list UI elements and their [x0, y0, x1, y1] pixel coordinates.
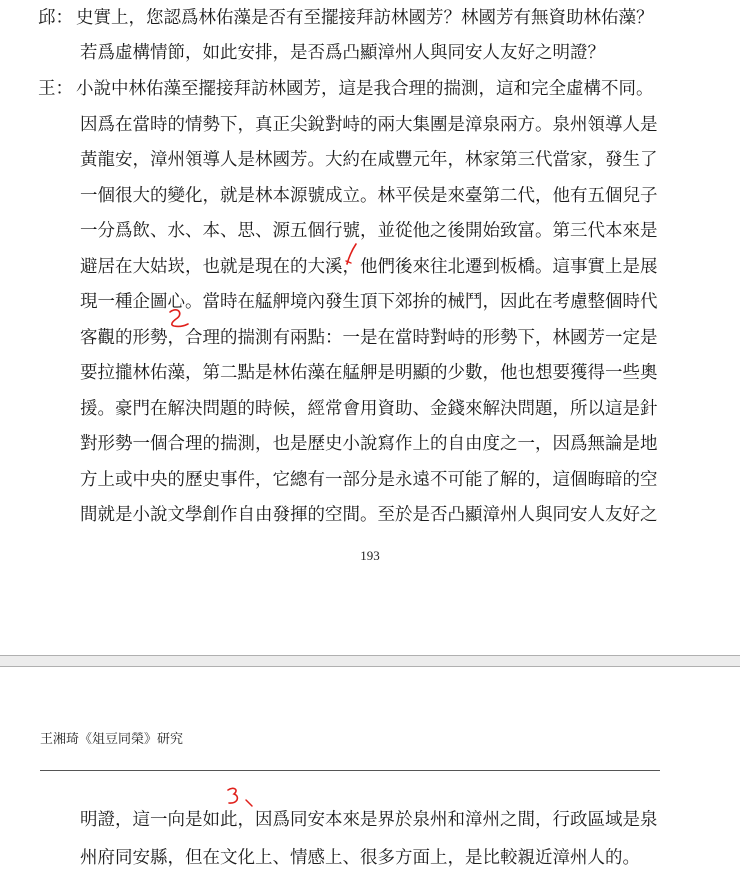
line-text: 州府同安縣，但在文化上、情感上、很多方面上，是比較親近漳州人的。	[80, 848, 640, 868]
text-line	[0, 219, 740, 243]
text-line	[0, 77, 740, 101]
text-line	[0, 290, 740, 314]
line-text: 對形勢一個合理的揣測，也是歷史小說寫作上的自由度之一，因爲無論是地	[80, 434, 658, 454]
text-line	[0, 808, 740, 832]
text-line	[0, 432, 740, 456]
line-text: 間就是小說文學創作自由發揮的空間。至於是否凸顯漳州人與同安人友好之	[80, 505, 658, 525]
text-line	[0, 468, 740, 492]
line-text: 小說中林佑藻至擺接拜訪林國芳，這是我合理的揣測，這和完全虛構不同。	[76, 79, 654, 99]
line-text: 明證，這一向是如此，因爲同安本來是界於泉州和漳州之間，行政區域是泉	[80, 810, 658, 830]
line-text: 因爲在當時的情勢下，真正尖銳對峙的兩大集團是漳泉兩方。泉州領導人是	[80, 115, 658, 135]
text-line	[0, 846, 740, 870]
speaker-label: 王：	[38, 79, 73, 99]
line-text: 史實上，您認爲林佑藻是否有至擺接拜訪林國芳？林國芳有無資助林佑藻？	[76, 8, 654, 28]
line-text: 一分爲飲、水、本、思、源五個行號，並從他之後開始致富。第三代本來是	[80, 221, 658, 241]
line-text: 避居在大姑崁，也就是現在的大溪，他們後來往北遷到板橋。這事實上是展	[80, 257, 658, 277]
line-text: 要拉攏林佑藻，第二點是林佑藻在艋舺是明顯的少數，他也想要獲得一些奧	[80, 363, 658, 383]
page-divider	[0, 655, 740, 667]
text-line	[0, 41, 740, 65]
line-text: 若爲虛構情節，如此安排，是否爲凸顯漳州人與同安人友好之明證？	[80, 43, 605, 63]
text-line	[0, 361, 740, 385]
text-line	[0, 503, 740, 527]
text-line	[0, 113, 740, 137]
text-line	[0, 255, 740, 279]
text-line	[0, 397, 740, 421]
line-text: 現一種企圖心。當時在艋舺境內發生頂下郊拚的械鬥，因此在考慮整個時代	[80, 292, 658, 312]
text-line	[0, 6, 740, 30]
text-line	[0, 148, 740, 172]
speaker-label: 邱：	[38, 8, 73, 28]
page-number: 193	[360, 548, 380, 563]
line-text: 黃龍安，漳州領導人是林國芳。大約在咸豐元年，林家第三代當家，發生了	[80, 150, 658, 170]
line-text: 方上或中央的歷史事件，它總有一部分是永遠不可能了解的，這個晦暗的空	[80, 470, 658, 490]
annotation-mark-3	[222, 784, 262, 814]
text-line	[0, 326, 740, 350]
line-text: 一個很大的變化，就是林本源號成立。林平侯是來臺第二代，他有五個兒子	[80, 186, 658, 206]
running-header: 王湘琦《俎豆同榮》研究	[40, 732, 184, 747]
line-text: 客觀的形勢，合理的揣測有兩點：一是在當時對峙的形勢下，林國芳一定是	[80, 328, 658, 348]
annotation-mark-1	[340, 240, 364, 270]
annotation-mark-2	[164, 304, 194, 332]
line-text: 援。豪門在解決問題的時候，經常會用資助、金錢來解決問題，所以這是針	[80, 399, 658, 419]
header-rule	[40, 770, 660, 771]
text-line	[0, 184, 740, 208]
